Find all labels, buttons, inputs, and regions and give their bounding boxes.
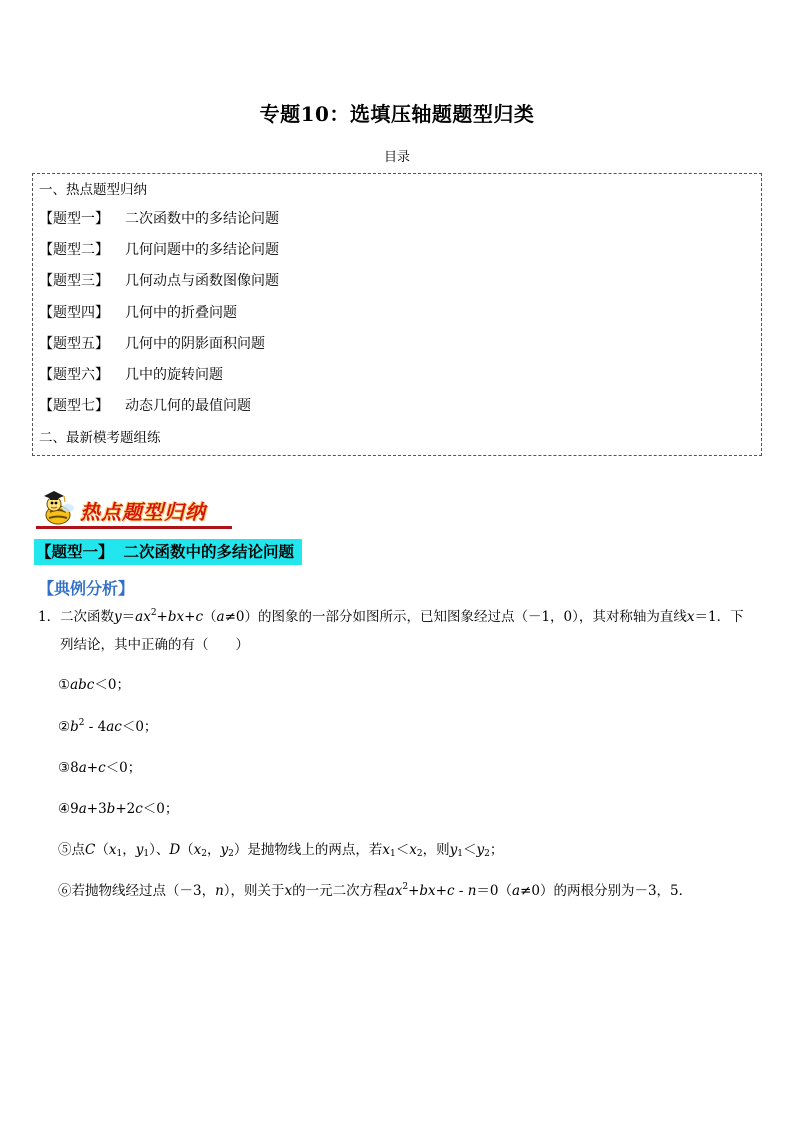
- bee-mascot-icon: [38, 488, 80, 528]
- type1-tag: 【题型一】: [36, 542, 114, 561]
- toc-item-tag: 【题型一】: [39, 211, 109, 227]
- toc-item-type4[interactable]: [39, 302, 237, 322]
- toc-heading: 目录: [383, 150, 410, 165]
- hot-types-heading: 热点题型归纳: [80, 500, 206, 524]
- type1-heading: [34, 539, 302, 565]
- option-5: ⑤点$C(x_1$，$y_1$）、$D(x_2$，$y_2$）是抛物线上的两点，若$x_1<x_2$，则$y_1<y_2$；: [58, 842, 504, 859]
- option-3: ③8a+c＜0；: [58, 760, 142, 776]
- toc-item-label: 几中的旋转问题: [125, 367, 223, 383]
- toc-item-label: 二次函数中的多结论问题: [125, 211, 279, 227]
- question-stem-line1: 二次函数$y=ax^2+bx+c(a\ne 0)$的图象的一部分如图所示，已知图象经过点（－1，0），其对称轴为直线x＝1．下: [60, 608, 744, 625]
- toc-item-label: 几何动点与函数图像问题: [125, 273, 279, 289]
- toc-item-tag: 【题型五】: [39, 336, 109, 352]
- question-number: 1．: [38, 609, 61, 625]
- toc-section-hot-types[interactable]: 一、热点题型归纳: [39, 182, 147, 198]
- toc-item-type7[interactable]: [39, 395, 251, 415]
- toc-item-tag: 【题型二】: [39, 242, 109, 258]
- option-1: ①abc＜0；: [58, 677, 130, 693]
- option-4: ④9a+3b+2c＜0；: [58, 801, 179, 817]
- toc-item-type5[interactable]: [39, 333, 265, 353]
- toc-item-type3[interactable]: [39, 270, 279, 290]
- toc-item-tag: 【题型三】: [39, 273, 109, 289]
- type1-label: 二次函数中的多结论问题: [123, 542, 295, 561]
- toc-item-tag: 【题型四】: [39, 305, 109, 321]
- toc-item-label: 动态几何的最值问题: [125, 398, 251, 414]
- question-stem-line2: 列结论，其中正确的有（ ）: [60, 637, 249, 653]
- toc-item-label: 几何问题中的多结论问题: [125, 242, 279, 258]
- hot-types-underline: [36, 526, 232, 529]
- option-6: ⑥若抛物线经过点（－3，n），则关于x的一元二次方程$ax^2+bx+c - n=0(a\ne 0)$的两根分别为－3，5．: [58, 882, 693, 899]
- toc-section-mock-exams[interactable]: 二、最新模考题组练: [39, 430, 161, 446]
- table-of-contents: [32, 173, 762, 456]
- toc-item-type1[interactable]: [39, 208, 279, 228]
- page-title: 专题10：选填压轴题题型归类: [259, 102, 535, 126]
- toc-item-tag: 【题型七】: [39, 398, 109, 414]
- toc-item-label: 几何中的折叠问题: [125, 305, 237, 321]
- toc-item-type6[interactable]: [39, 364, 223, 384]
- example-analysis-heading: 【典例分析】: [38, 579, 135, 598]
- toc-item-tag: 【题型六】: [39, 367, 109, 383]
- toc-item-type2[interactable]: [39, 239, 279, 259]
- option-2: $②b^2 - 4ac<0$；: [58, 718, 158, 735]
- toc-item-label: 几何中的阴影面积问题: [125, 336, 265, 352]
